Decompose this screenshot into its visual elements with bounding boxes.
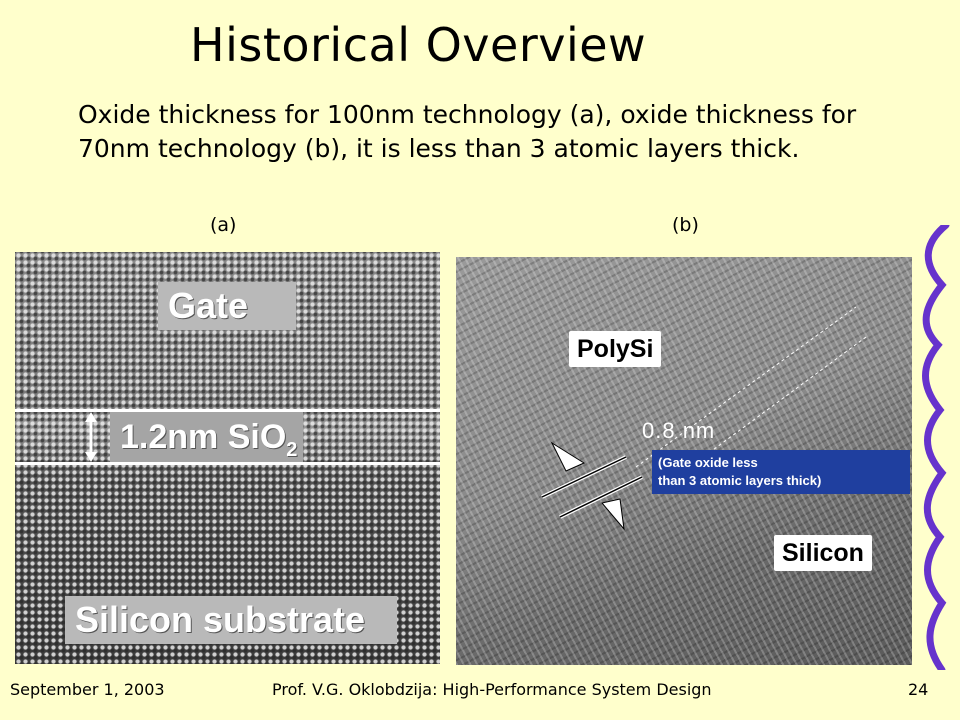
gate-label: Gate [158, 282, 296, 330]
polysi-label: PolySi [569, 331, 661, 367]
slide-title: Historical Overview [190, 18, 647, 72]
figure-b-label: (b) [672, 214, 699, 236]
gate-oxide-note [652, 450, 910, 494]
gate-oxide-note-line1: (Gate oxide less [658, 455, 758, 470]
footer-page-number: 24 [908, 680, 929, 699]
oxide-thickness-label [110, 412, 303, 462]
figure-a-tem-image [15, 252, 440, 664]
footer-date: September 1, 2003 [10, 680, 165, 699]
oxide-subscript: 2 [286, 438, 298, 461]
oxide-bottom-boundary [15, 462, 440, 465]
measure-arrow-bottom-icon [602, 499, 624, 529]
gate-oxide-note-line2: than 3 atomic layers thick) [658, 473, 822, 488]
oxide-thickness-text: 1.2nm SiO [120, 418, 287, 456]
slide-body-text: Oxide thickness for 100nm technology (a), oxide thickness for 70nm technology (b), it is less than 3 atomic layers thick. [78, 100, 857, 163]
silicon-label: Silicon [774, 535, 872, 571]
oxide-measure-label: 0.8 nm [642, 418, 716, 443]
substrate-label: Silicon substrate [65, 596, 397, 644]
thickness-arrow-icon [85, 412, 97, 462]
measure-arrow-top-icon [552, 443, 584, 471]
footer-author: Prof. V.G. Oklobdzija: High-Performance System Design [272, 680, 712, 699]
figure-a-label: (a) [210, 214, 237, 236]
figure-b-tem-image [456, 257, 912, 665]
decorative-squiggle-icon [912, 225, 952, 670]
